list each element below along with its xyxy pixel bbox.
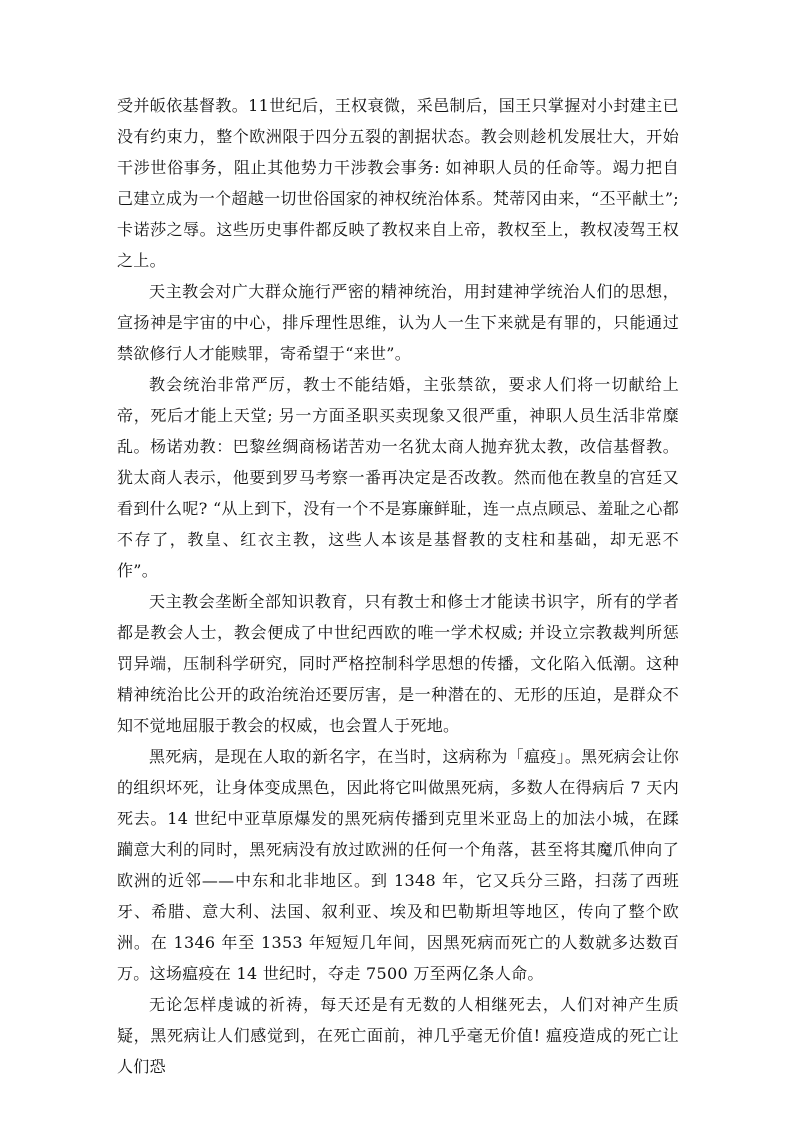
paragraph-3: 教会统治非常严厉，教士不能结婚，主张禁欲，要求人们将一切献给上帝，死后才能上天堂; 另一方面圣职买卖现象又很严重，神职人员生活非常糜乱。杨诺劝教：巴黎丝绸商杨诺苦劝一名犹太商人抛弃犹太教，改信基督教。犹太商人表示，他要到罗马考察一番再决定是否改教。然而他在教皇的宫廷又看到什么呢? “从上到下，没有一个不是寡廉鲜耻，连一点点顾忌、羞耻之心都不存了，教皇、红衣主教，这些人本该是基督教的支柱和基础，却无恶不作”。 — [117, 375, 679, 580]
paragraph-4: 天主教会垄断全部知识教育，只有教士和修士才能读书识字，所有的学者都是教会人士，教会便成了中世纪西欧的唯一学术权威; 并设立宗教裁判所惩罚异端，压制科学研究，同时严格控制科学思想的传播，文化陷入低潮。这种精神统治比公开的政治统治还要厉害，是一种潜在的、无形的压迫，是群众不知不觉地屈服于教会的权威，也会置人于死地。 — [117, 592, 679, 735]
paragraph-5: 黑死病，是现在人取的新名字，在当时，这病称为「瘟疫」。黑死病会让你的组织坏死，让身体变成黑色，因此将它叫做黑死病，多数人在得病后 7 天内死去。14 世纪中亚草原爆发的黑死病传播到克里米亚岛上的加法小城，在蹂躏意大利的同时，黑死病没有放过欧洲的任何一个角落，甚至将其魔爪伸向了欧洲的近邻——中东和北非地区。到 1348 年，它又兵分三路，扫荡了西班牙、希腊、意大利、法国、叙利亚、埃及和巴勒斯坦等地区，传向了整个欧洲。在 1346 年至 1353 年短短几年间，因黑死病而死亡的人数就多达数百万。这场瘟疫在 14 世纪时，夺走 7500 万至两亿条人命。 — [117, 747, 679, 983]
paragraph-6: 无论怎样虔诚的祈祷，每天还是有无数的人相继死去，人们对神产生质疑，黑死病让人们感觉到，在死亡面前，神几乎毫无价值! 瘟疫造成的死亡让人们恐 — [117, 995, 679, 1076]
document-body — [117, 90, 679, 1082]
paragraph-2: 天主教会对广大群众施行严密的精神统治，用封建神学统治人们的思想，宣扬神是宇宙的中心，排斥理性思维，认为人一生下来就是有罪的，只能通过禁欲修行人才能赎罪，寄希望于“来世”。 — [117, 282, 679, 363]
paragraph-1: 受并皈依基督教。11世纪后，王权衰微，采邑制后，国王只掌握对小封建主已没有约束力，整个欧洲限于四分五裂的割据状态。教会则趁机发展壮大，开始干涉世俗事务，阻止其他势力干涉教会事务: 如神职人员的任命等。竭力把自己建立成为一个超越一切世俗国家的神权统治体系。梵蒂冈由来，“丕平献土”; 卡诺莎之辱。这些历史事件都反映了教权来自上帝，教权至上，教权凌驾王权之上。 — [117, 96, 679, 270]
